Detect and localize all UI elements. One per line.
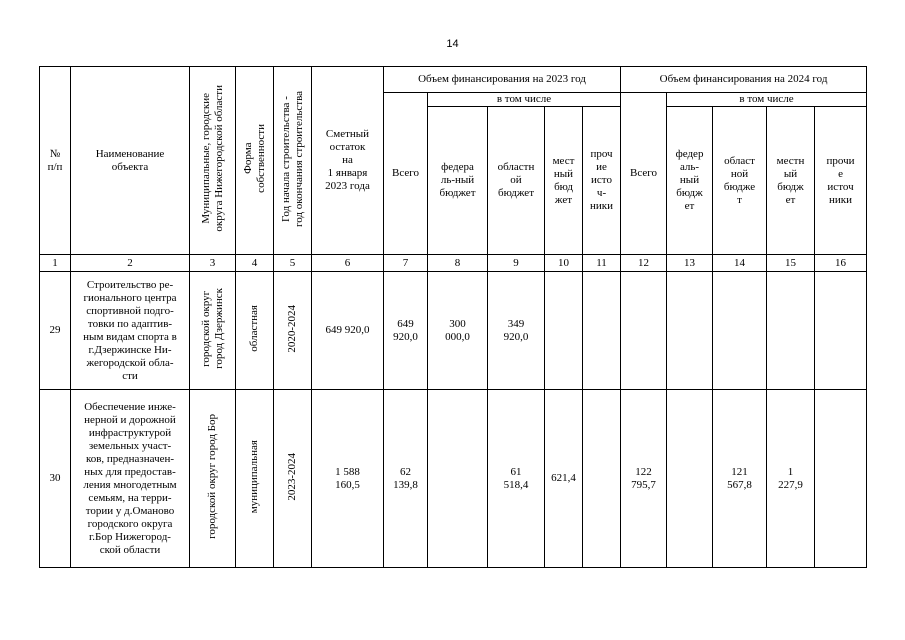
- header-local-2023: мест ный бюд жет: [545, 107, 583, 255]
- column-number-row: [40, 255, 867, 272]
- row-regional-2024: [713, 272, 767, 390]
- header-fin-2023: Объем финансирования на 2023 год: [384, 67, 621, 93]
- column-number: 1: [40, 255, 71, 272]
- row-federal-2024: [667, 272, 713, 390]
- column-number: 4: [236, 255, 274, 272]
- header-incl-2023: в том числе: [428, 93, 621, 107]
- row-other-2024: [815, 390, 867, 568]
- row-municipality: городской округ город Бор: [190, 390, 236, 568]
- header-regional-2023: областн ой бюджет: [488, 107, 545, 255]
- column-number: 8: [428, 255, 488, 272]
- column-number: 16: [815, 255, 867, 272]
- header-estimate: Сметный остаток на 1 января 2023 года: [312, 67, 384, 255]
- row-other-2024: [815, 272, 867, 390]
- column-number: 11: [583, 255, 621, 272]
- row-federal-2023: [428, 390, 488, 568]
- row-federal-2024: [667, 390, 713, 568]
- row-total-2024: [621, 272, 667, 390]
- header-name: Наименование объекта: [71, 67, 190, 255]
- table-row: [40, 272, 867, 390]
- row-local-2024: [767, 272, 815, 390]
- row-total-2023: 62 139,8: [384, 390, 428, 568]
- header-other-2023: проч ие исто ч- ники: [583, 107, 621, 255]
- header-ownership: Форма собственности: [236, 67, 274, 255]
- row-total-2024: 122 795,7: [621, 390, 667, 568]
- row-regional-2023: 61 518,4: [488, 390, 545, 568]
- row-estimate: 649 920,0: [312, 272, 384, 390]
- page-number: 14: [446, 38, 459, 50]
- table-row: [40, 390, 867, 568]
- header-local-2024: местн ый бюдж ет: [767, 107, 815, 255]
- column-number: 14: [713, 255, 767, 272]
- row-federal-2023: 300 000,0: [428, 272, 488, 390]
- row-regional-2024: 121 567,8: [713, 390, 767, 568]
- header-incl-2024: в том числе: [667, 93, 867, 107]
- row-num: 29: [40, 272, 71, 390]
- row-name: Обеспечение инже- нерной и дорожной инфраструктурой земельных участ- ков, предназначен- ных для предостав- ления многодетным семьям, на терри- тории у д.Оманово городского округа г.Бор Нижегород- ской области: [71, 390, 190, 568]
- row-regional-2023: 349 920,0: [488, 272, 545, 390]
- row-estimate: 1 588 160,5: [312, 390, 384, 568]
- header-total-2023: Всего: [384, 93, 428, 255]
- column-number: 12: [621, 255, 667, 272]
- column-number: 7: [384, 255, 428, 272]
- column-number: 15: [767, 255, 815, 272]
- row-total-2023: 649 920,0: [384, 272, 428, 390]
- header-federal-2023: федера ль-ный бюджет: [428, 107, 488, 255]
- row-other-2023: [583, 272, 621, 390]
- header-federal-2024: федер аль- ный бюдж ет: [667, 107, 713, 255]
- header-num: № п/п: [40, 67, 71, 255]
- header-fin-2024: Объем финансирования на 2024 год: [621, 67, 867, 93]
- header-years: Год начала строительства - год окончания строительства: [274, 67, 312, 255]
- header-municipality: Муниципальные, городские округа Нижегородской области: [190, 67, 236, 255]
- row-local-2024: 1 227,9: [767, 390, 815, 568]
- header-total-2024: Всего: [621, 93, 667, 255]
- row-local-2023: 621,4: [545, 390, 583, 568]
- row-num: 30: [40, 390, 71, 568]
- header-regional-2024: област ной бюдже т: [713, 107, 767, 255]
- row-name: Строительство ре- гионального центра спортивной подго- товки по адаптив- ным видам спорта в г.Дзержинске Ни- жегородской обла- сти: [71, 272, 190, 390]
- financing-table: [39, 66, 867, 568]
- column-number: 10: [545, 255, 583, 272]
- row-years: 2023-2024: [274, 390, 312, 568]
- column-number: 6: [312, 255, 384, 272]
- row-ownership: муниципальная: [236, 390, 274, 568]
- header-row-1: [40, 67, 867, 93]
- row-municipality: городской округ город Дзержинск: [190, 272, 236, 390]
- column-number: 3: [190, 255, 236, 272]
- column-number: 2: [71, 255, 190, 272]
- row-years: 2020-2024: [274, 272, 312, 390]
- row-ownership: областная: [236, 272, 274, 390]
- column-number: 9: [488, 255, 545, 272]
- column-number: 5: [274, 255, 312, 272]
- row-local-2023: [545, 272, 583, 390]
- header-other-2024: прочи е источ ники: [815, 107, 867, 255]
- row-other-2023: [583, 390, 621, 568]
- column-number: 13: [667, 255, 713, 272]
